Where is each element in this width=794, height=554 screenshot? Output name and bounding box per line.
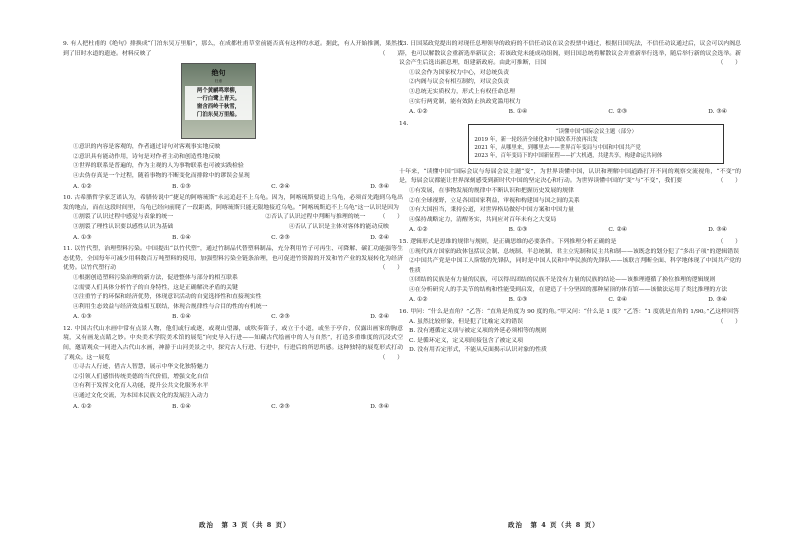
question-16-paren: （ ） [717,318,741,325]
conference-theme-line: 2023 年，百年变局下的中国新征程——扩大机遇，共建共享，构建命运共同体 [474,152,663,159]
poem-title: 绝句 [211,68,226,78]
poem-line: 一行白鹭上青天。 [196,96,241,103]
question-10-item-row [63,213,379,223]
option-c[interactable]: C. ②③ [271,403,290,410]
question-9-options [63,183,403,193]
question-12-item: ④通过文化交流，为本国本民族文化的发展注入动力 [73,393,209,400]
question-10-paren: （ ） [379,214,403,221]
question-13 [399,40,741,118]
page-footer-left: 政治 第 3 页（共 8 页） [199,521,291,529]
question-12 [63,325,403,412]
question-14-options [399,226,741,236]
question-13-item: ③总统无实质权力，形式上有权任命总理 [409,88,516,95]
option-c[interactable]: C. ②④ [608,297,628,304]
question-13-paren: （ ） [717,60,741,67]
question-14-paren: （ ） [717,178,741,185]
question-11-options [63,313,403,323]
option-b[interactable]: B. ①③ [508,227,528,234]
option-c[interactable]: C. ②④ [271,183,290,190]
question-13-options [399,108,741,118]
question-12-item: ②引领人们感悟传统美德的当代价值，增强文化自信 [73,373,209,380]
question-9-item: ③世界的联系是普遍的，作为主观的人为事物联系也可被实践检验 [73,163,244,170]
poem-image [181,63,256,139]
question-12-options [63,403,403,413]
question-14-item: ④保持战略定力，清醒务实，共同应对百年未有之大变局 [409,216,557,223]
question-12-stem: 12. 中国古代山水画中常有点景人物，他们或行或逐，或观山望瀑，或吹奏笛子，或立于小道，或坐于亭台，仅露出画家的胸意境，又有画龙点睛之妙。中央美术学院美术馆的展览“向史导入行进——知藏古代绘画中的人与自然”，打造多重维度的沉浸式空间，邀请观众一同进入古代山水画，神游于山河美景之中，探究古人行进、行进中，行进后的所思所感。这种独特的展览形式打动了观众。这一展览 [63,325,403,361]
question-14-number: 14. [399,120,409,127]
option-a[interactable]: A. ①② [73,183,92,190]
poem-line: 窗含西岭千秋雪， [196,104,241,111]
question-16-stem: 16. 甲问：“什么是直角？”乙答：“直角是角度为 90 度的角。”甲又问：“什么是 1 度？”乙答：“1 度就是直角的 1/90。”乙这样回答 [399,309,739,316]
question-15-item: ③团结的民族是有力量的民族，可以得出团结的民族不是没有力量的民族的结论——该推理遵循了换位推理的逻辑规则 [409,277,716,284]
question-14 [399,120,741,236]
question-15-options [399,296,741,306]
question-15-stem: 15. 逻辑形式是思维的规律与规则，是正确思维的必要条件。下列推理分析正确的是 [399,238,617,245]
option-a[interactable]: A. ①② [409,227,428,234]
option-c[interactable]: C. ②③ [271,314,290,321]
option-b[interactable]: B. ①④ [172,403,191,410]
question-16-option-d[interactable]: D. 没有用否定形式，不能从反面揭示认识对象的性质 [409,347,547,354]
question-12-item: ①寻古人行迹，借古人智慧，展示中华文化独特魅力 [73,364,209,371]
option-b[interactable]: B. ①④ [172,234,191,241]
option-b[interactable]: B. ①③ [508,297,528,304]
question-15 [399,238,741,306]
option-d[interactable]: D. ③④ [708,227,727,234]
question-13-item: ②内阁与议会有相互制约，对议会负责 [409,79,510,86]
conference-theme-box [468,124,724,164]
question-11-item: ④利用生态效益与经济效益相互联结，体现合规律性与合目的性的有机统一 [73,303,268,310]
question-14-item: ②在全球视野，立足各国国家利益，审视和构建国与国之间的关系 [409,197,580,204]
page-footer-right: 政治 第 4 页（共 8 页） [508,521,600,529]
option-d[interactable]: D. ③④ [370,403,389,410]
option-c[interactable]: C. ②③ [608,109,628,116]
question-11-item: ②需要人们具体分析竹子的自身特性，这是正确解决矛盾的关键 [73,284,238,291]
option-b[interactable]: B. ①④ [508,109,528,116]
question-15-item: ④在分析研究人的手关节的结构和性能受到启发，在建造了十分坚固的那种屋顶的体育馆——该做法运用了类比推理的方法 [409,286,728,293]
question-11-item: ①根据创造塑料污染治理的新方法，促进整体与部分的相互联系 [73,274,238,281]
option-a[interactable]: A. ①② [73,403,92,410]
question-14-item: ③有大国担当，秉持公道，对世界格局做好中国方案和中国力量 [409,207,574,214]
question-14-item: ①有发展，在事物发展的规律中不断认识和把握历史发展的规律 [409,187,574,194]
question-11-item: ③注重竹子的环保和经济优势，体现意识活动的自觉选择性和直接现实性 [73,294,262,301]
option-a[interactable]: A. ①③ [73,234,92,241]
question-13-item: ①议会作为国家权力中心，对总统负责 [409,69,510,76]
option-b[interactable]: B. ①③ [172,183,191,190]
poem-author: 杜甫 [215,79,222,84]
binding-margin [22,0,36,554]
question-16-option-a[interactable]: A. 虽然比较形象，但是犯了比喻定义的错误 [409,318,524,325]
question-16-option-c[interactable]: C. 是循环定义，定义项间接包含了被定义项 [409,337,524,344]
option-d[interactable]: D. ②④ [370,234,389,241]
question-11-stem: 11. 以竹代塑，治理塑料污染。中国提出“以竹代塑”，通过竹制品代替塑料制品，充分利用竹子可再生、可降解、碳汇功能强等生态优势，全国每年可减少用料数百万吨塑料的使用，加强塑料污染全链条治理，也可促进竹资源的开发和竹产业的发展转化为经济优势。以竹代塑行动 [63,246,403,272]
question-14-stem: 十年来，“读懂中国”国际会议与每届会议主题“变”，为世界读懂中国，认识和理解中国道路打开不同的观察交流视角，“不变”的是，每届会议都能让世界深刻感受到新时代中国的坚定决心和行动。为世界读懂中国的“变”与“不变”，我们要 [399,168,741,185]
poem-lines [185,86,252,120]
question-11-paren: （ ） [379,265,403,272]
question-10-stem: 10. 古希腊哲学家芝诺认为，希腊传说中“捷足的阿喀琉斯”永远追赶不上乌龟。因为，阿喀琉斯要追上乌龟，必须首先跑到乌龟出发的地点，而在这段时间里，乌龟已经向前爬了一段距离，阿喀琉斯只能无限地接近乌龟。“阿喀琉斯追不上乌龟”这一认识是因为 [63,195,403,211]
question-10-item: ④否认了认识是主体对客体的能动反映 [288,223,389,230]
conference-theme-line: 2019 年，新一轮经济全球化和中国改革开放再出发 [474,136,598,143]
question-14-header [399,120,741,168]
question-9-stem: 9. 有人把杜甫的《绝句》排换成“门泊东吴万里船”，那么，在成都杜甫草堂前能否真有这样的水道。据此，有人开始推测，果然找到了旧时水道的遗迹。材料反映了 [63,41,403,57]
right-column [399,40,741,356]
question-13-item: ④实行两党制，能有效防止执政党滥用权力 [409,98,521,105]
question-11 [63,245,403,323]
question-10 [63,194,403,243]
question-13-stem: 13. 日国某政党提出的对现任总理领导的政府的不信任动议在议会投票中通过，根据日国宪法，不信任动议通过后，议会可以内阁总辞，也可以解散议会重新选举新议会；若该政党未能成功组阁，则日国总统将解散议会并重新举行选举，随后举行新的议会选举。新议会产生后选出新总理，组建新政府。由此可推断，日国 [399,41,741,67]
question-15-item: ②中国共产党是中国工人阶级的先锋队，同时是中国人民和中华民族的先锋队——该联言判断全面、科学地体现了中国共产党的性质 [409,258,741,274]
option-d[interactable]: D. ②④ [370,314,389,321]
poem-line: 门泊东吴万里船。 [196,112,241,119]
conference-theme-line: 2021 年，从哪里来，到哪里去——世界百年变局与中国和中国共产党 [474,144,641,151]
left-column [63,40,403,412]
option-b[interactable]: B. ①④ [172,314,191,321]
question-9-item: ①意识的内容是客观的，作者通过诗句对客观事实地反映 [73,144,221,151]
option-a[interactable]: A. ①② [409,297,428,304]
question-10-item: ③割裂了理性认识要以感性认识为基础 [73,223,174,230]
question-9-item: ②意识具有能动作用，诗句是对作者主动和创造性地反映 [73,153,221,160]
option-c[interactable]: C. ②④ [608,227,628,234]
question-10-item: ①割裂了认识过程中感觉与表象的统一 [73,214,174,221]
conference-theme-title: “读懂中国”国际会议主题（部分） [555,128,637,135]
question-10-item-row [63,223,403,233]
option-d[interactable]: D. ③④ [708,109,727,116]
question-15-item: ①现代西方国家的政体包括议会制、总统制、半总统制、君主立宪制和民主共和制——该既念的划分犯了“多出子项”的逻辑错误 [409,248,740,255]
question-9-paren: （ ） [379,50,403,57]
question-16 [399,308,741,356]
question-12-paren: （ ） [379,354,403,361]
question-10-item: ②否认了认识过程中判断与推理的统一 [265,214,366,221]
question-10-options [63,234,403,244]
option-a[interactable]: A. ①③ [73,314,92,321]
question-16-option-b[interactable]: B. 没有遵循定义项与被定义项的外延必须相等的规则 [409,328,547,335]
option-a[interactable]: A. ①② [409,109,428,116]
question-15-paren: （ ） [717,238,741,245]
question-9 [63,40,403,192]
poem-line: 两个黄鹂鸣翠柳， [196,88,241,95]
question-9-item: ④去伪存真是一个过程，随着事物的不断变化而排除中的谬误会显现 [73,172,250,179]
question-12-item: ③有利于发挥文化育人功能，提升公共文化服务水平 [73,383,209,390]
option-c[interactable]: C. ②③ [271,234,290,241]
option-d[interactable]: D. ③④ [370,183,389,190]
option-d[interactable]: D. ③④ [708,297,727,304]
